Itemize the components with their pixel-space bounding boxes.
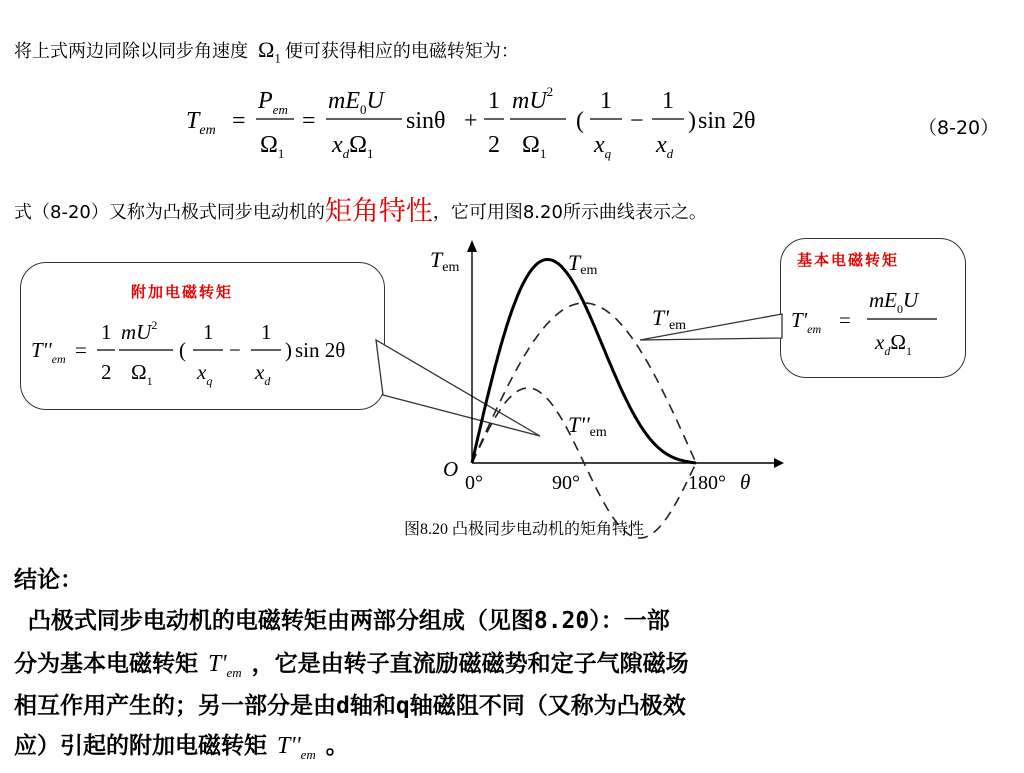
- equation-number: （8-20）: [918, 117, 1000, 139]
- svg-text:mU2: $mU^2$: [121, 318, 158, 344]
- eq-sin-theta: sinθ: [406, 108, 446, 134]
- omega-symbol: $\Omega_1$: [258, 37, 281, 66]
- svg-text:): ): [688, 108, 696, 134]
- svg-text:1: 1: [600, 88, 612, 114]
- svg-text:1: 1: [662, 88, 674, 114]
- svg-text:T'em: $T'_{em}$: [791, 308, 822, 336]
- svg-text:2: 2: [101, 360, 112, 384]
- basic-torque-symbol: $T'_{em}$: [208, 651, 242, 680]
- eq-frac2-num: $mE_0U$: [328, 88, 384, 117]
- svg-text:1: 1: [488, 88, 500, 114]
- callout-basic-title: 基本电磁转矩: [797, 251, 900, 269]
- svg-text:−: −: [229, 338, 241, 362]
- para2-prefix: 式（8-20）又称为凸极式同步电动机的: [14, 202, 325, 223]
- tick-0: 0°: [465, 472, 483, 494]
- svg-text:xq: $x_q$: [594, 132, 612, 161]
- para2-emphasis: 矩角特性: [324, 196, 433, 227]
- svg-text:Ω1: $\Omega_1$: [131, 360, 153, 388]
- eq-frac2-den: $x_d\Omega_1$: [332, 132, 374, 161]
- conclusion-line-4: 应）引起的附加电磁转矩 $T''_{em}$ 。: [14, 733, 349, 762]
- eq-frac3-num: $mU^2$: [512, 84, 554, 114]
- conclusion-line-2: 分为基本电磁转矩 $T'_{em}$ ，它是由转子直流励磁磁势和定子气隙磁场: [14, 651, 689, 680]
- eq-frac1-num: $P_{em}$: [258, 88, 288, 117]
- svg-text:=: =: [839, 308, 851, 332]
- svg-text:mE0U: $mE_0U$: [869, 288, 919, 316]
- callout-additional-title: 附加电磁转矩: [131, 283, 234, 301]
- pointer-additional: [376, 340, 540, 436]
- intro-before: 将上式两边同除以同步角速度: [14, 41, 248, 62]
- svg-text:xq: $x_q$: [197, 360, 213, 388]
- conclusion-heading: 结论：: [14, 567, 83, 593]
- para2-suffix: ，它可用图8.20所示曲线表示之。: [432, 202, 707, 223]
- tick-180: 180°: [688, 472, 726, 494]
- curve-basic-label: T'em: [652, 305, 687, 333]
- svg-text:1: 1: [203, 320, 214, 344]
- svg-text:): ): [285, 338, 292, 362]
- conclusion-line-3: 相互作用产生的；另一部分是由d轴和q轴磁阻不同（又称为凸极效: [14, 693, 686, 719]
- curve-additional-label: T''em: [568, 412, 607, 440]
- eq-frac3-den: $\Omega_1$: [522, 132, 547, 161]
- figure-caption: 图8.20 凸极同步电动机的矩角特性: [404, 521, 645, 538]
- svg-text:=: =: [75, 338, 87, 362]
- svg-text:(: (: [576, 108, 584, 134]
- svg-text:=: =: [302, 108, 316, 134]
- eq-frac1-den: $\Omega_1$: [260, 132, 285, 161]
- eq-lhs: $T_{em}$: [186, 108, 216, 138]
- svg-text:1: 1: [101, 320, 112, 344]
- svg-text:+: +: [464, 108, 478, 134]
- svg-text:(: (: [179, 338, 186, 362]
- svg-text:=: =: [232, 108, 246, 134]
- eq-sin-2theta: sin 2θ: [698, 108, 756, 134]
- tick-90: 90°: [552, 472, 580, 494]
- y-axis-label: Tem: [430, 247, 460, 275]
- svg-text:sin 2θ: sin 2θ: [295, 338, 346, 362]
- svg-text:xd: $x_d$: [255, 360, 271, 388]
- svg-text:−: −: [630, 108, 644, 134]
- origin-label: O: [443, 457, 459, 481]
- additional-torque-symbol: $T''_{em}$: [277, 733, 316, 762]
- svg-text:T''em: $T''_{em}$: [31, 338, 66, 366]
- x-axis-label: θ: [740, 470, 751, 494]
- svg-text:xd: $x_d$: [656, 132, 674, 161]
- svg-text:xdΩ1: $x_d\Omega_1$: [875, 330, 912, 358]
- svg-text:2: 2: [488, 132, 500, 158]
- curve-total-label: Tem: [568, 250, 598, 278]
- svg-text:1: 1: [261, 320, 272, 344]
- intro-after: 便可获得相应的电磁转矩为：: [284, 41, 519, 62]
- conclusion-line-1: 凸极式同步电动机的电磁转矩由两部分组成（见图8.20）：一部: [14, 608, 670, 634]
